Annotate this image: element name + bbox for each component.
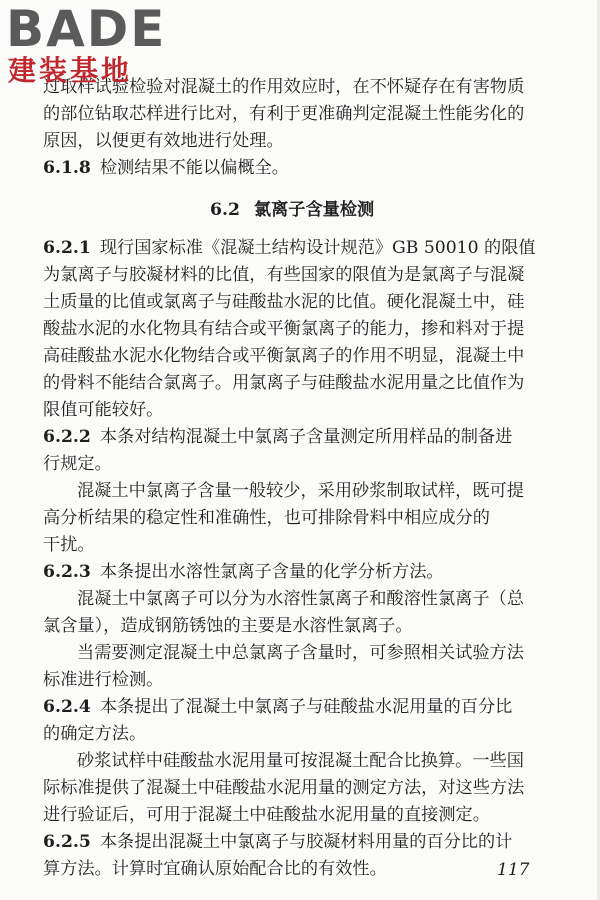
paragraph-line: 算方法。计算时宜确认原始配合比的有效性。 [43, 859, 387, 879]
paragraph-line: 高硅酸盐水泥水化物结合或平衡氯离子的作用不明显，混凝土中 [43, 346, 525, 366]
paragraph-line: 进行验证后，可用于混凝土中硅酸盐水泥用量的直接测定。 [43, 805, 490, 825]
section-heading [210, 198, 374, 222]
paragraph-line: 的确定方法。 [43, 724, 147, 744]
paragraph-line: 高分析结果的稳定性和准确性，也可排除骨料中相应成分的 [43, 508, 490, 528]
clause-6-2-5 [43, 830, 512, 854]
clause-text: 检测结果不能以偏概全。 [99, 158, 289, 178]
clause-text: 现行国家标准《混凝土结构设计规范》GB 50010 的限值 [99, 238, 536, 258]
clause-6-2-1 [43, 236, 536, 260]
bade-logo [6, 2, 186, 94]
paragraph-line: 氯含量），造成钢筋锈蚀的主要是水溶性氯离子。 [43, 616, 413, 636]
paragraph-line: 行规定。 [43, 454, 112, 474]
clause-6-2-4 [43, 695, 512, 719]
paragraph-line: 干扰。 [43, 535, 95, 555]
page-number: 117 [497, 860, 530, 880]
paragraph-line: 标准进行检测。 [43, 670, 164, 690]
paragraph-line: 混凝土中氯离子含量一般较少，采用砂浆制取试样，既可提 [77, 481, 524, 501]
logo-wordmark: BADE [6, 0, 167, 58]
clause-6-2-2 [43, 425, 512, 449]
paragraph-line: 混凝土中氯离子可以分为水溶性氯离子和酸溶性氯离子（总 [77, 589, 524, 609]
paragraph-line: 砂浆试样中硅酸盐水泥用量可按混凝土配合比换算。一些国 [77, 751, 524, 771]
clause-number: 6.2.2 [43, 427, 91, 447]
paragraph-line: 限值可能较好。 [43, 400, 164, 420]
clause-text: 本条提出了混凝土中氯离子与硅酸盐水泥用量的百分比 [99, 697, 513, 717]
paragraph-line: 土质量的比值或氯离子与硅酸盐水泥的比值。硬化混凝土中，硅 [43, 292, 525, 312]
clause-number: 6.2.5 [43, 832, 91, 852]
clause-text: 本条对结构混凝土中氯离子含量测定所用样品的制备进 [99, 427, 513, 447]
clause-number: 6.1.8 [43, 158, 91, 178]
section-title: 氯离子含量检测 [253, 200, 375, 220]
paragraph-line: 的部位钻取芯样进行比对，有利于更准确判定混凝土性能劣化的 [43, 104, 525, 124]
clause-number: 6.2.4 [43, 697, 91, 717]
clause-text: 本条提出混凝土中氯离子与胶凝材料用量的百分比的计 [99, 832, 513, 852]
paragraph-line: 的骨料不能结合氯离子。用氯离子与硅酸盐水泥用量之比值作为 [43, 373, 525, 393]
clause-number: 6.2.3 [43, 562, 91, 582]
clause-text: 本条提出水溶性氯离子含量的化学分析方法。 [99, 562, 444, 582]
clause-6-2-3 [43, 560, 444, 584]
paragraph-line: 过取样试验检验对混凝土的作用效应时，在不怀疑存在有害物质 [43, 77, 525, 97]
paragraph-line: 际标准提供了混凝土中硅酸盐水泥用量的测定方法，对这些方法 [43, 778, 525, 798]
paragraph-line: 为氯离子与胶凝材料的比值，有些国家的限值为是氯离子与混凝 [43, 265, 525, 285]
logo-subtitle: 建装基地 [8, 54, 133, 87]
clause-number: 6.2.1 [43, 238, 91, 258]
paragraph-line: 原因，以便更有效地进行处理。 [43, 131, 284, 151]
section-number: 6.2 [210, 200, 240, 220]
paragraph-line: 酸盐水泥的水化物具有结合或平衡氯离子的能力，掺和料对于提 [43, 319, 525, 339]
paragraph-line: 当需要测定混凝土中总氯离子含量时，可参照相关试验方法 [77, 643, 524, 663]
clause-6-1-8 [43, 156, 289, 180]
